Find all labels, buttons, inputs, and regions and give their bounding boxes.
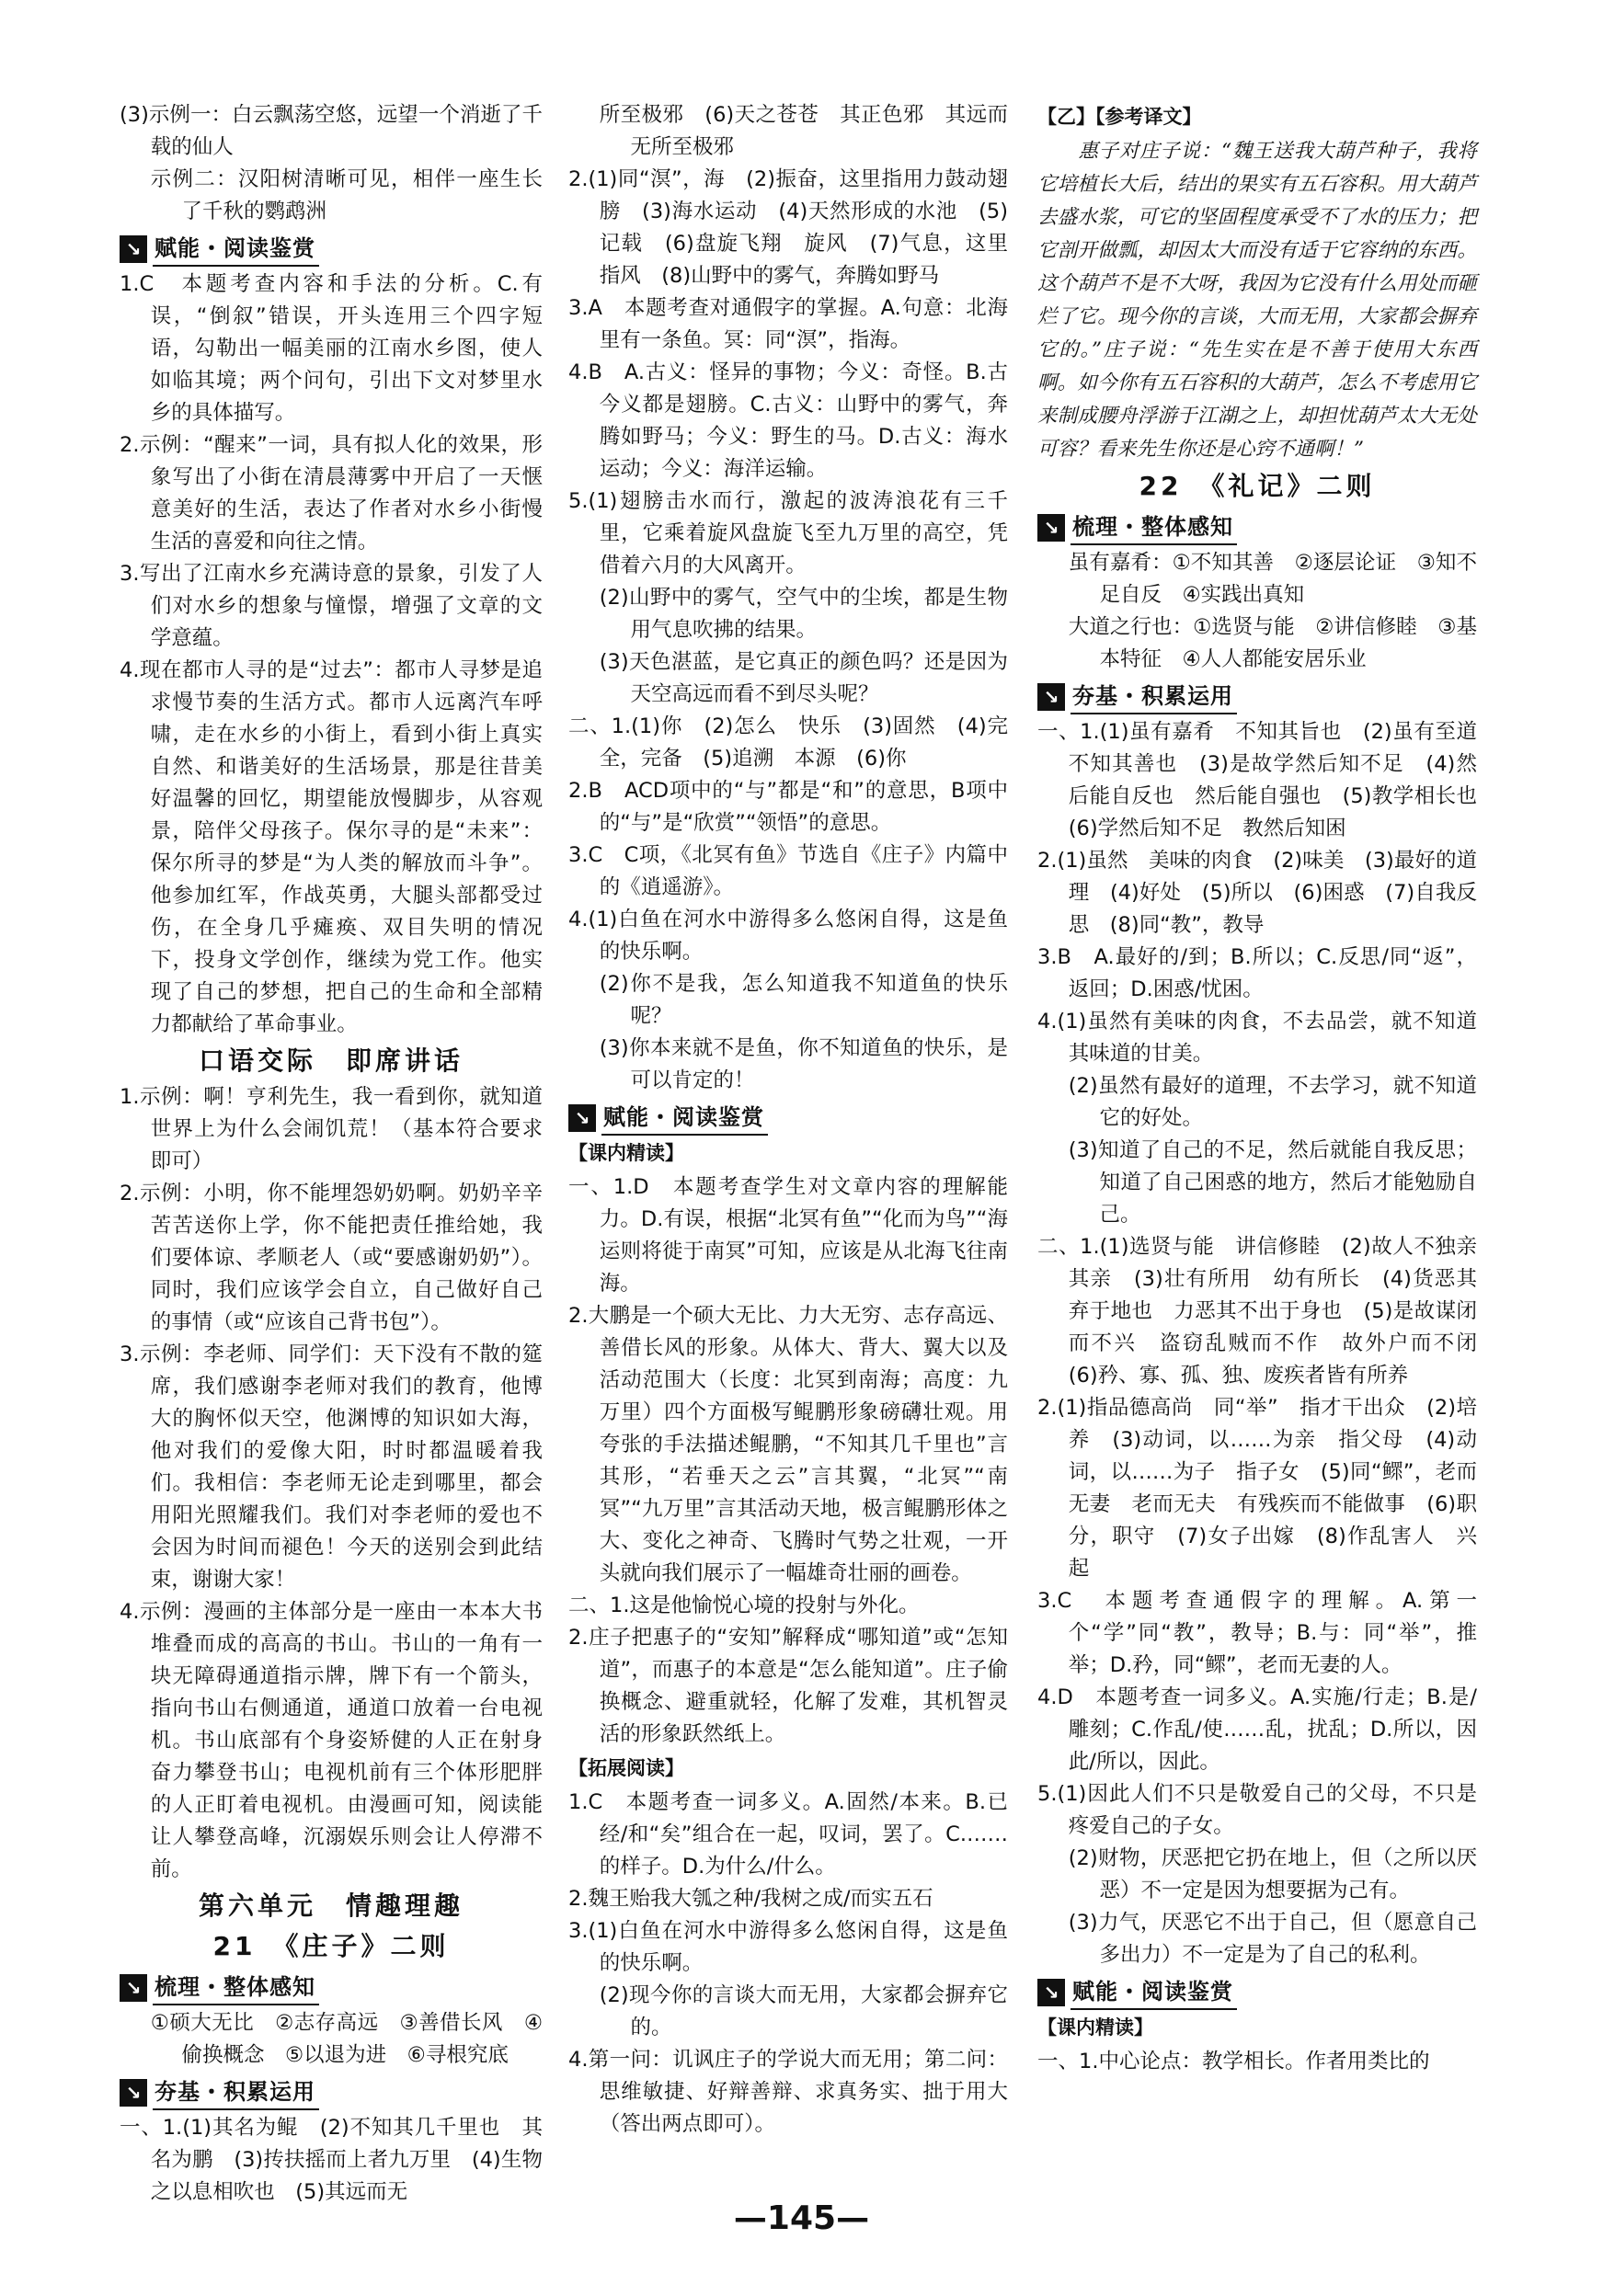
column-middle (568, 99, 1008, 2141)
section-heading-text: 夯基・积累运用 (153, 2076, 319, 2110)
answer-item: 2.魏王贻我大瓠之种/我树之成/而实五石 (568, 1887, 933, 1911)
column-left (120, 99, 543, 2209)
answer-item: 一、1.中心论点：教学相长。作者用类比的 (1037, 2050, 1430, 2073)
chapter-title: 22 《礼记》二则 (1139, 471, 1376, 501)
page-number: —145— (733, 2199, 870, 2237)
translation-text: 惠子对庄子说：“魏王送我大葫芦种子，我将它培植长大后，结出的果实有五石容积。用大葫芦去盛水浆，可它的坚固程度承受不了水的压力；把它剖开做瓢，却因太大而没有适于它容纳的东西。这个葫芦不是不大呀，我因为它没有什么用处而砸烂了它。现今你的言谈，大而无用，大家都会摒弃它的。”庄子说：“先生实在是不善于使用大东西啊。如今你有五石容积的大葫芦，怎么不考虑用它来制成腰舟浮游于江湖之上，却担忧葫芦太大无处可容？看来先生你还是心窍不通啊！” (1037, 140, 1477, 461)
answer-subitem: (2)山野中的雾气，空气中的尘埃，都是生物用气息吹拂的结果。 (599, 586, 1008, 642)
answer-item: 1.示例：啊！亨利先生，我一看到你，就知道世界上为什么会闹饥荒！（基本符合要求即可） (120, 1085, 543, 1173)
section-heading (120, 1970, 543, 2005)
answer-item: 3.C C项，《北冥有鱼》节选自《庄子》内篇中的《逍遥游》。 (568, 843, 1008, 899)
answer-subitem: (2)现今你的言谈大而无用，大家都会摒弃它的。 (599, 1983, 1008, 2039)
chapter-title: 口语交际 即席讲话 (198, 1045, 464, 1076)
answer-subitem: (3)天色湛蓝，是它真正的颜色吗？还是因为天空高远而看不到尽头呢？ (599, 650, 1008, 706)
answer-item: 4.D 本题考查一词多义。A.实施/行走；B.是/雕刻；C.作乱/使……乱，扰乱；D.所以，因此/所以，因此。 (1037, 1685, 1477, 1774)
answer-item: 4.(1)白鱼在河水中游得多么悠闲自得，这是鱼的快乐啊。 (568, 908, 1008, 964)
answer-item: 4.示例：漫画的主体部分是一座由一本本大书堆叠而成的高高的书山。书山的一角有一块无障碍通道指示牌，牌下有一个箭头，指向书山右侧通道，通道口放着一台电视机。书山底部有个身姿矫健的人正在射身奋力攀登书山；电视机前有三个体形肥胖的人正盯着电视机。由漫画可知，阅读能让人攀登高峰，沉溺娱乐则会让人停滞不前。 (120, 1600, 543, 1881)
bracket-tag: 【课内精读】 (568, 1142, 684, 1164)
section-arrow-icon: ↘ (120, 1974, 147, 2002)
answer-item: 2.(1)同“溟”，海 (2)振奋，这里指用力鼓动翅膀 (3)海水运动 (4)天然形成的水池 (5)记载 (6)盘旋飞翔 旋风 (7)气息，这里指风 (8)山野中的雾气，奔腾如野马 (568, 167, 1008, 288)
answer-item: 3.写出了江南水乡充满诗意的景象，引发了人们对水乡的想象与憧憬，增强了文章的文学意蕴。 (120, 562, 543, 650)
answer-item: 2.示例：“醒来”一词，具有拟人化的效果，形象写出了小街在清晨薄雾中开启了一天惬意美好的生活，表达了作者对水乡小街慢生活的喜爱和向往之情。 (120, 433, 543, 554)
answer-subitem: (2)你不是我，怎么知道我不知道鱼的快乐呢？ (599, 972, 1008, 1028)
answer-item: 4.(1)虽然有美味的肉食，不去品尝，就不知道其味道的甘美。 (1037, 1010, 1477, 1066)
answer-item: 一、1.(1)虽有嘉肴 不知其旨也 (2)虽有至道 不知其善也 (3)是故学然后知不足 (4)然后能自反也 然后能自强也 (5)教学相长也 (6)学然后知不足 教然后知困 (1037, 720, 1498, 840)
answer-item: 1.C 本题考查一词多义。A.固然/本来。B.已经/和“矣”组合在一起，叹词，罢了。C.……的样子。D.为什么/什么。 (568, 1790, 1008, 1879)
answer-item: 3.(1)白鱼在河水中游得多么悠闲自得，这是鱼的快乐啊。 (568, 1919, 1008, 1975)
section-heading-text: 梳理・整体感知 (153, 1971, 319, 2005)
answer-item: 二、1.这是他愉悦心境的投射与外化。 (568, 1593, 920, 1617)
answer-item: 5.(1)翅膀击水而行，激起的波涛浪花有三千里，它乘着旋风盘旋飞至九万里的高空，凭借着六月的大风离开。 (568, 489, 1008, 577)
section-arrow-icon: ↘ (568, 1104, 596, 1132)
bracket-tag: 【课内精读】 (1037, 2016, 1153, 2039)
answer-subitem: 所至极邪 (6)天之苍苍 其正色邪 其远而无所至极邪 (599, 103, 1008, 159)
answer-subitem: 虽有嘉肴：①不知其善 ②逐层论证 ③知不足自反 ④实践出真知 (1068, 551, 1477, 607)
answer-subitem: (3)知道了自己的不足，然后就能自我反思；知道了自己困惑的地方，然后才能勉励自己。 (1068, 1138, 1477, 1227)
answer-item: 3.B A.最好的/到；B.所以；C.反思/同“返”，返回；D.困惑/忧困。 (1037, 945, 1477, 1001)
section-heading (120, 232, 543, 267)
bracket-tag: 【乙】【参考译文】 (1037, 106, 1202, 128)
answer-item: 3.C 本题考查通假字的理解。A.第一个“学”同“教”，教导；B.与：同“举”，推举；D.矜，同“鳏”，老而无妻的人。 (1037, 1589, 1477, 1677)
answer-item: 二、1.(1)选贤与能 讲信修睦 (2)故人不独亲其亲 (3)壮有所用 幼有所长 (4)货恶其弃于地也 力恶其不出于身也 (5)是故谋闭而不兴 盗窃乱贼而不作 故外户而不闭 (6)矜、寡、孤、独、废疾者皆有所养 (1037, 1235, 1498, 1388)
section-heading (1037, 680, 1477, 714)
answer-item: 3.示例：李老师、同学们：天下没有不散的筵席，我们感谢李老师对我们的教育，他博大的胸怀似天空，他渊博的知识如大海，他对我们的爱像大阳，时时都温暖着我们。我相信：李老师无论走到哪里，都会用阳光照耀我们。我们对李老师的爱也不会因为时间而褪色！今天的送别会到此结束，谢谢大家！ (120, 1342, 543, 1592)
answer-item: 3.A 本题考查对通假字的掌握。A.句意：北海里有一条鱼。冥：同“溟”，指海。 (568, 296, 1008, 352)
answer-item: 4.第一问：讥讽庄子的学说大而无用；第二问：思维敏捷、好辩善辩、求真务实、拙于用大（答出两点即可）。 (568, 2048, 1008, 2136)
section-heading (568, 1101, 1008, 1136)
answer-item: 二、1.(1)你 (2)怎么 快乐 (3)固然 (4)完全，完备 (5)追溯 本源 (6)你 (568, 714, 1008, 771)
chapter-title: 第六单元 情趣理趣 (198, 1890, 464, 1921)
answer-subitem: (2)财物，厌恶把它扔在地上，但（之所以厌恶）不一定是因为想要据为己有。 (1068, 1846, 1477, 1902)
answer-subitem: ①硕大无比 ②志存高远 ③善借长风 ④偷换概念 ⑤以退为进 ⑥寻根究底 (150, 2011, 543, 2067)
section-heading-text: 赋能・阅读鉴赏 (601, 1102, 768, 1136)
section-arrow-icon: ↘ (1037, 1979, 1065, 2006)
section-heading-text: 赋能・阅读鉴赏 (1071, 1976, 1237, 2010)
answer-item: 2.B ACD项中的“与”都是“和”的意思，B项中的“与”是“欣赏”“领悟”的意思。 (568, 779, 1008, 835)
answer-item: 2.大鹏是一个硕大无比、力大无穷、志存高远、善借长风的形象。从体大、背大、翼大以及活动范围大（长度：北冥到南海；高度：九万里）四个方面极写鲲鹏形象磅礴壮观。用夸张的手法描述鲲鹏，“不知其几千里也”言其形，“若垂天之云”言其翼，“北冥”“南冥”“九万里”言其活动天地，极言鲲鹏形体之大、变化之神奇、飞腾时气势之壮观，一开头就向我们展示了一幅雄奇壮丽的画卷。 (568, 1304, 1008, 1585)
column-right (1037, 99, 1498, 2078)
answer-item: 2.庄子把惠子的“安知”解释成“哪知道”或“怎知道”，而惠子的本意是“怎么能知道”。庄子偷换概念、避重就轻，化解了发难，其机智灵活的形象跃然纸上。 (568, 1626, 1008, 1746)
answer-subitem: (2)虽然有最好的道理，不去学习，就不知道它的好处。 (1068, 1074, 1477, 1130)
answer-subitem: (3)你本来就不是鱼，你不知道鱼的快乐，是可以肯定的！ (599, 1036, 1008, 1092)
section-heading-text: 赋能・阅读鉴赏 (153, 233, 319, 267)
answer-item: 2.(1)虽然 美味的肉食 (2)味美 (3)最好的道理 (4)好处 (5)所以 (6)困惑 (7)自我反思 (8)同“教”，教导 (1037, 849, 1477, 937)
section-arrow-icon: ↘ (120, 235, 147, 263)
answer-subitem: 大道之行也：①选贤与能 ②讲信修睦 ③基本特征 ④人人都能安居乐业 (1068, 615, 1477, 671)
answer-item: 2.示例：小明，你不能埋怨奶奶啊。奶奶辛辛苦苦送你上学，你不能把责任推给她，我们要体谅、孝顺老人（或“要感谢奶奶”）。同时，我们应该学会自立，自己做好自己的事情（或“应该自己背书包”）。 (120, 1182, 543, 1334)
section-arrow-icon: ↘ (120, 2079, 147, 2107)
answer-item: 2.(1)指品德高尚 同“举” 指才干出众 (2)培养 (3)动词，以……为亲 指父母 (4)动词，以……为子 指子女 (5)同“鳏”，老而无妻 老而无夫 有残疾而不能做事 (6)职分，职守 (7)女子出嫁 (8)作乱害人 兴起 (1037, 1396, 1477, 1581)
answer-item: 一、1.(1)其名为鲲 (2)不知其几千里也 其名为鹏 (3)抟扶摇而上者九万里 (4)生物之以息相吹也 (5)其远而无 (120, 2116, 543, 2204)
chapter-title: 21 《庄子》二则 (212, 1931, 450, 1961)
section-arrow-icon: ↘ (1037, 514, 1065, 542)
section-heading (1037, 1975, 1477, 2010)
answer-item: 4.B A.古义：怪异的事物；今义：奇怪。B.古今义都是翅膀。C.古义：山野中的雾气，奔腾如野马；今义：野生的马。D.古义：海水运动；今义：海洋运输。 (568, 360, 1008, 481)
section-arrow-icon: ↘ (1037, 683, 1065, 711)
answer-item: 4.现在都市人寻的是“过去”：都市人寻梦是追求慢节奏的生活方式。都市人远离汽车呼啸，走在水乡的小街上，看到小街上真实自然、和谐美好的生活场景，那是往昔美好温馨的回忆，期望能放慢脚步，从容观景，陪伴父母孩子。保尔寻的是“未来”：保尔所寻的梦是“为人类的解放而斗争”。他参加红军，作战英勇，大腿头部都受过伤，在全身几乎瘫痪、双目失明的情况下，投身文学创作，继续为党工作。他实现了自己的梦想，把自己的生命和全部精力都献给了革命事业。 (120, 658, 543, 1036)
answer-subitem: (3)力气，厌恶它不出于自己，但（愿意自己多出力）不一定是为了自己的私利。 (1068, 1911, 1477, 1967)
answer-item: (3)示例一：白云飘荡空悠，远望一个消逝了千载的仙人 (120, 103, 543, 159)
section-heading (120, 2075, 543, 2110)
section-heading-text: 梳理・整体感知 (1071, 511, 1237, 545)
answer-subitem: 示例二：汉阳树清晰可见，相伴一座生长了千秋的鹦鹉洲 (150, 167, 543, 223)
answer-item: 5.(1)因此人们不只是敬爱自己的父母，不只是疼爱自己的子女。 (1037, 1782, 1477, 1838)
bracket-tag: 【拓展阅读】 (568, 1757, 684, 1779)
section-heading (1037, 510, 1477, 545)
answer-item: 一、1.D 本题考查学生对文章内容的理解能力。D.有误，根据“北冥有鱼”“化而为鸟”“海运则将徙于南冥”可知，应该是从北海飞往南海。 (568, 1175, 1008, 1296)
answer-item: 1.C 本题考查内容和手法的分析。C.有误，“倒叙”错误，开头连用三个四字短语，勾勒出一幅美丽的江南水乡图，使人如临其境；两个问句，引出下文对梦里水乡的具体描写。 (120, 272, 543, 425)
section-heading-text: 夯基・积累运用 (1071, 680, 1237, 714)
